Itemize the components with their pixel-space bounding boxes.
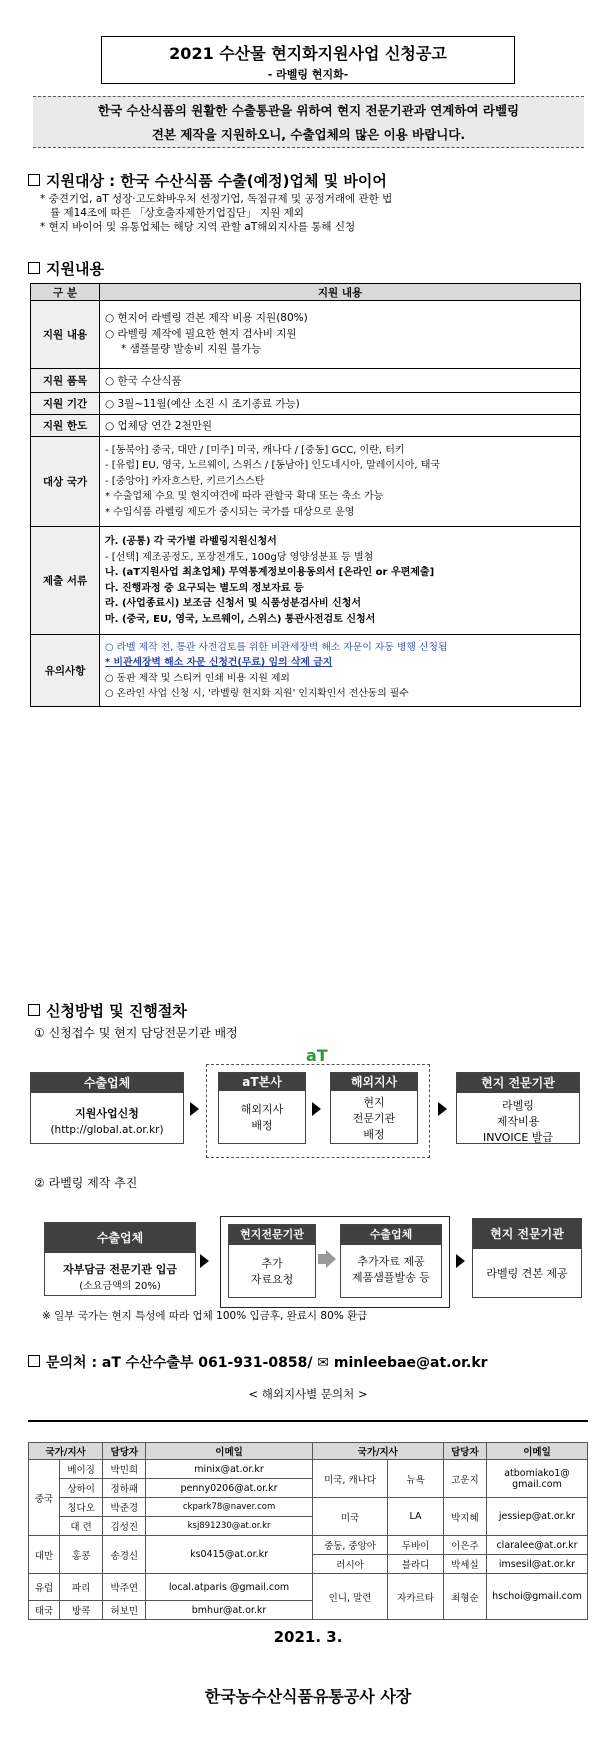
issuer-signature: 한국농수산식품유통공사 사장 — [204, 1687, 412, 1706]
table-header-cell: 국가/지사 — [29, 1443, 103, 1460]
checkbox-square-icon — [28, 1355, 40, 1367]
row-line: ○ 라벨 제작 전, 통관 사전검토를 위한 비관세장벽 해소 자문이 자동 병행 신청됨 — [105, 641, 448, 653]
box-header: 해외지사 — [331, 1073, 417, 1091]
table-header-row — [31, 284, 581, 301]
box-line: (http://global.at.or.kr) — [50, 1124, 164, 1136]
contact-name: 박민희 — [103, 1460, 146, 1479]
contact-email[interactable]: imsesil@at.or.kr — [487, 1555, 588, 1574]
box-header: 현지 전문기관 — [473, 1219, 581, 1249]
row-key: 지원 내용 — [31, 301, 100, 369]
exporter-box — [30, 1072, 184, 1144]
row-value — [100, 437, 581, 527]
table-row — [31, 301, 581, 369]
intro-line: 한국 수산식품의 원활한 수출통관을 위하여 현지 전문기관과 연계하여 라벨링 — [97, 103, 520, 118]
row-line: ○ 동판 제작 및 스티커 인쇄 비용 지원 제외 — [105, 672, 290, 684]
row-line: 나. (aT지원사업 최초업체) 무역통계정보이용동의서 [온라인 or 우편제출] — [105, 567, 435, 578]
row-line: 마. (중국, EU, 영국, 노르웨이, 스위스) 통관사전검토 신청서 — [105, 613, 376, 625]
contact-name: 고운지 — [443, 1460, 486, 1498]
contact-email[interactable]: claralee@at.or.kr — [487, 1536, 588, 1555]
arrow-right-icon — [190, 1102, 199, 1116]
table-row — [31, 527, 581, 635]
table-header-cell: 담당자 — [443, 1443, 486, 1460]
contact-name: 정하패 — [103, 1479, 146, 1498]
contact-email[interactable]: penny0206@at.or.kr — [146, 1479, 312, 1498]
arrow-right-icon — [200, 1254, 209, 1268]
row-value — [100, 527, 581, 635]
box-line: (소요금액의 20%) — [79, 1281, 161, 1292]
table-header-cell: 이메일 — [146, 1443, 312, 1460]
arrow-right-icon — [456, 1254, 465, 1268]
step2-label: ② 라벨링 제작 추진 — [34, 1176, 138, 1190]
gray-arrow-shaft — [318, 1254, 326, 1264]
contact-country: 중동, 중앙아 — [312, 1536, 388, 1555]
target-note: * 중견기업, aT 성장·고도화바우처 선정기업, 독점규제 및 공정거래에 관한 법 — [40, 193, 393, 205]
table-row — [31, 415, 581, 437]
row-value: ○ 한국 수산식품 — [100, 369, 581, 393]
row-line: ○ 라벨링 제작에 필요한 현지 검사비 지원 — [105, 327, 297, 340]
box-line: 지원사업신청 — [75, 1107, 139, 1120]
intro-line: 견본 제작을 지원하오니, 수출업체의 많은 이용 바랍니다. — [151, 127, 466, 142]
gray-arrow-right-icon — [326, 1250, 336, 1268]
row-line: - [중앙아] 카자흐스탄, 키르기스스탄 — [105, 475, 265, 487]
contact-heading — [28, 1352, 488, 1372]
row-key: 지원 품목 — [31, 369, 100, 393]
table-header-cell: 국가/지사 — [312, 1443, 443, 1460]
box-line: 추가 — [261, 1257, 283, 1270]
contact-table — [28, 1442, 588, 1620]
contact-name: 박지혜 — [443, 1498, 486, 1536]
contact-email[interactable]: ksj891230@at.or.kr — [146, 1517, 312, 1536]
contact-city: LA — [388, 1498, 443, 1536]
row-line: 라. (사업종료시) 보조금 신청서 및 식품성분검사비 신청서 — [105, 598, 362, 609]
step1-label: ① 신청접수 및 현지 담당전문기관 배정 — [34, 1026, 238, 1040]
checkbox-square-icon — [28, 1004, 40, 1016]
row-line: - [유럽] EU, 영국, 노르웨이, 스위스 / [동남아] 인도네시아, 말레이시아, 태국 — [105, 460, 441, 472]
contact-name: 최형순 — [443, 1574, 486, 1620]
table-row — [29, 1536, 588, 1555]
row-line: 다. 진행과정 중 요구되는 별도의 정보자료 등 — [105, 582, 304, 594]
contact-country: 대만 — [29, 1536, 60, 1574]
document-date: 2021. 3. — [273, 1628, 343, 1646]
arrow-right-icon — [438, 1102, 447, 1116]
contact-city: 두바이 — [388, 1536, 443, 1555]
support-table — [30, 283, 581, 707]
contact-name: 박준경 — [103, 1498, 146, 1517]
row-value: ○ 3월~11월(예산 소진 시 조기종료 가능) — [100, 393, 581, 415]
row-value — [100, 635, 581, 707]
at-logo: aT — [306, 1046, 328, 1065]
target-notes — [40, 192, 580, 234]
contact-country: 유럽 — [29, 1574, 60, 1601]
box-line: 라벨링 견본 제공 — [486, 1267, 568, 1280]
table-header-row — [29, 1443, 588, 1460]
table-row — [31, 635, 581, 707]
box-header: aT본사 — [219, 1073, 305, 1091]
row-key: 대상 국가 — [31, 437, 100, 527]
contact-city: 자카르타 — [388, 1574, 443, 1620]
title-box — [101, 36, 515, 84]
intro-box — [33, 96, 584, 148]
contact-city: 대 련 — [60, 1517, 103, 1536]
contact-city: 홍콩 — [60, 1536, 103, 1574]
process-heading-text: 신청방법 및 진행절차 — [46, 1002, 187, 1020]
row-value: ○ 업체당 연간 2천만원 — [100, 415, 581, 437]
contact-name: 송경신 — [103, 1536, 146, 1574]
contact-email[interactable]: bmhur@at.or.kr — [146, 1601, 312, 1620]
box-header: 현지전문기관 — [229, 1225, 315, 1245]
box-line: 해외지사 — [240, 1103, 284, 1116]
contact-country: 인니, 말련 — [312, 1574, 388, 1620]
row-value — [100, 301, 581, 369]
contact-city: 뉴욕 — [388, 1460, 443, 1498]
box-line: 배정 — [363, 1128, 385, 1141]
contact-country: 미국 — [312, 1498, 388, 1536]
box-line: 자부담금 전문기관 입금 — [63, 1263, 177, 1276]
contact-email[interactable]: minix@at.or.kr — [146, 1460, 312, 1479]
contact-email[interactable]: atbomiako1@ gmail.com — [487, 1460, 588, 1498]
contact-country: 러시아 — [312, 1555, 388, 1574]
table-row — [31, 437, 581, 527]
contact-city: 상하이 — [60, 1479, 103, 1498]
contact-city: 블라디 — [388, 1555, 443, 1574]
contact-name: 이은주 — [443, 1536, 486, 1555]
table-header-cell: 담당자 — [103, 1443, 146, 1460]
row-line: * 수입식품 라벨링 제도가 중시되는 국가를 대상으로 운영 — [105, 506, 355, 518]
contact-name: 허보민 — [103, 1601, 146, 1620]
box-header: 수출업체 — [341, 1225, 441, 1245]
contact-email[interactable]: ks0415@at.or.kr — [146, 1536, 312, 1574]
exporter-sample-box — [340, 1224, 442, 1298]
contact-name: 박세실 — [443, 1555, 486, 1574]
box-line: 라벨링 — [502, 1099, 534, 1112]
contact-email[interactable]: jessiep@at.or.kr — [487, 1498, 588, 1536]
contact-country: 중국 — [29, 1460, 60, 1536]
box-header: 수출업체 — [45, 1223, 195, 1253]
process-footnote: ※ 일부 국가는 현지 특성에 따라 업체 100% 입금후, 완료시 80% 환급 — [42, 1310, 368, 1322]
box-line: 제품샘플발송 등 — [352, 1271, 430, 1284]
table-row — [31, 393, 581, 415]
row-key: 제출 서류 — [31, 527, 100, 635]
table-row — [29, 1574, 588, 1601]
contact-country: 미국, 캐나다 — [312, 1460, 388, 1498]
target-note: * 현지 바이어 및 유통업체는 해당 지역 관할 aT해외지사를 통해 신청 — [40, 221, 356, 233]
agency-box — [456, 1072, 580, 1144]
contact-city: 파리 — [60, 1574, 103, 1601]
agency-sample-box — [472, 1218, 582, 1298]
row-line: * 샘플물량 발송비 지원 불가능 — [121, 343, 262, 356]
row-line: 가. (공통) 각 국가별 라벨링지원신청서 — [105, 536, 277, 547]
table-header-cell: 구 분 — [31, 284, 100, 301]
box-line: 배정 — [251, 1119, 273, 1132]
contact-country: 태국 — [29, 1601, 60, 1620]
checkbox-square-icon — [28, 174, 40, 186]
process-heading — [28, 1000, 187, 1021]
contact-email[interactable]: ckpark78@naver.com — [146, 1498, 312, 1517]
contact-city: 방콕 — [60, 1601, 103, 1620]
contact-name: 김성진 — [103, 1517, 146, 1536]
arrow-right-icon — [312, 1102, 321, 1116]
target-heading-text: 지원대상 : 한국 수산식품 수출(예정)업체 및 바이어 — [46, 172, 387, 190]
box-line: INVOICE 발급 — [482, 1131, 554, 1144]
contact-subheading: < 해외지사별 문의처 > — [248, 1387, 368, 1401]
row-key: 지원 기간 — [31, 393, 100, 415]
content-heading — [28, 258, 104, 279]
box-line: 자료요청 — [250, 1273, 294, 1286]
row-line: * 비관세장벽 해소 자문 신청건(무료) 임의 삭제 금지 — [105, 657, 333, 668]
box-line: 전문기관 — [352, 1112, 396, 1125]
table-header-cell: 이메일 — [487, 1443, 588, 1460]
row-line: - [동북아] 중국, 대만 / [미주] 미국, 캐나다 / [중동] GCC, 이란, 터키 — [105, 444, 405, 456]
row-line: ○ 온라인 사업 신청 시, '라벨링 현지화 지원' 인지확인서 전산동의 필수 — [105, 688, 409, 699]
table-row — [29, 1498, 588, 1517]
contact-email[interactable]: local.atparis @gmail.com — [146, 1574, 312, 1601]
box-line: 현지 — [363, 1096, 385, 1109]
table-row — [31, 369, 581, 393]
contact-email[interactable]: hschoi@gmail.com — [487, 1574, 588, 1620]
table-header-cell: 지원 내용 — [100, 284, 581, 301]
row-line: ○ 현지어 라벨링 견본 제작 비용 지원(80%) — [105, 312, 308, 325]
contact-city: 베이징 — [60, 1460, 103, 1479]
target-heading — [28, 170, 387, 191]
page-title: 2021 수산물 현지화지원사업 신청공고 — [169, 44, 447, 63]
row-line: * 수출업체 수요 및 현지여건에 따라 관할국 확대 또는 축소 가능 — [105, 491, 384, 503]
exporter-deposit-box — [44, 1222, 196, 1296]
checkbox-square-icon — [28, 262, 40, 274]
box-line: 제작비용 — [496, 1115, 540, 1128]
box-line: 추가자료 제공 — [357, 1255, 425, 1268]
row-line: - [선택] 제조공정도, 포장전개도, 100g당 영양성분표 등 별첨 — [105, 551, 374, 563]
content-heading-text: 지원내용 — [46, 260, 104, 278]
page-subtitle: - 라벨링 현지화- — [267, 68, 349, 81]
agency-request-box — [228, 1224, 316, 1298]
branch-box — [330, 1072, 418, 1144]
hq-box — [218, 1072, 306, 1144]
box-header: 현지 전문기관 — [457, 1073, 579, 1093]
contact-name: 박주연 — [103, 1574, 146, 1601]
row-key: 유의사항 — [31, 635, 100, 707]
row-key: 지원 한도 — [31, 415, 100, 437]
table-row — [29, 1460, 588, 1479]
box-header: 수출업체 — [31, 1073, 183, 1093]
contact-city: 칭다오 — [60, 1498, 103, 1517]
contact-heading-text: 문의처 : aT 수산수출부 061-931-0858/ ✉ minleebae@at.or.kr — [46, 1355, 488, 1371]
target-note: 률 제14조에 따른 「상호출자제한기업집단」 지원 제외 — [50, 207, 304, 219]
divider — [28, 1420, 588, 1422]
